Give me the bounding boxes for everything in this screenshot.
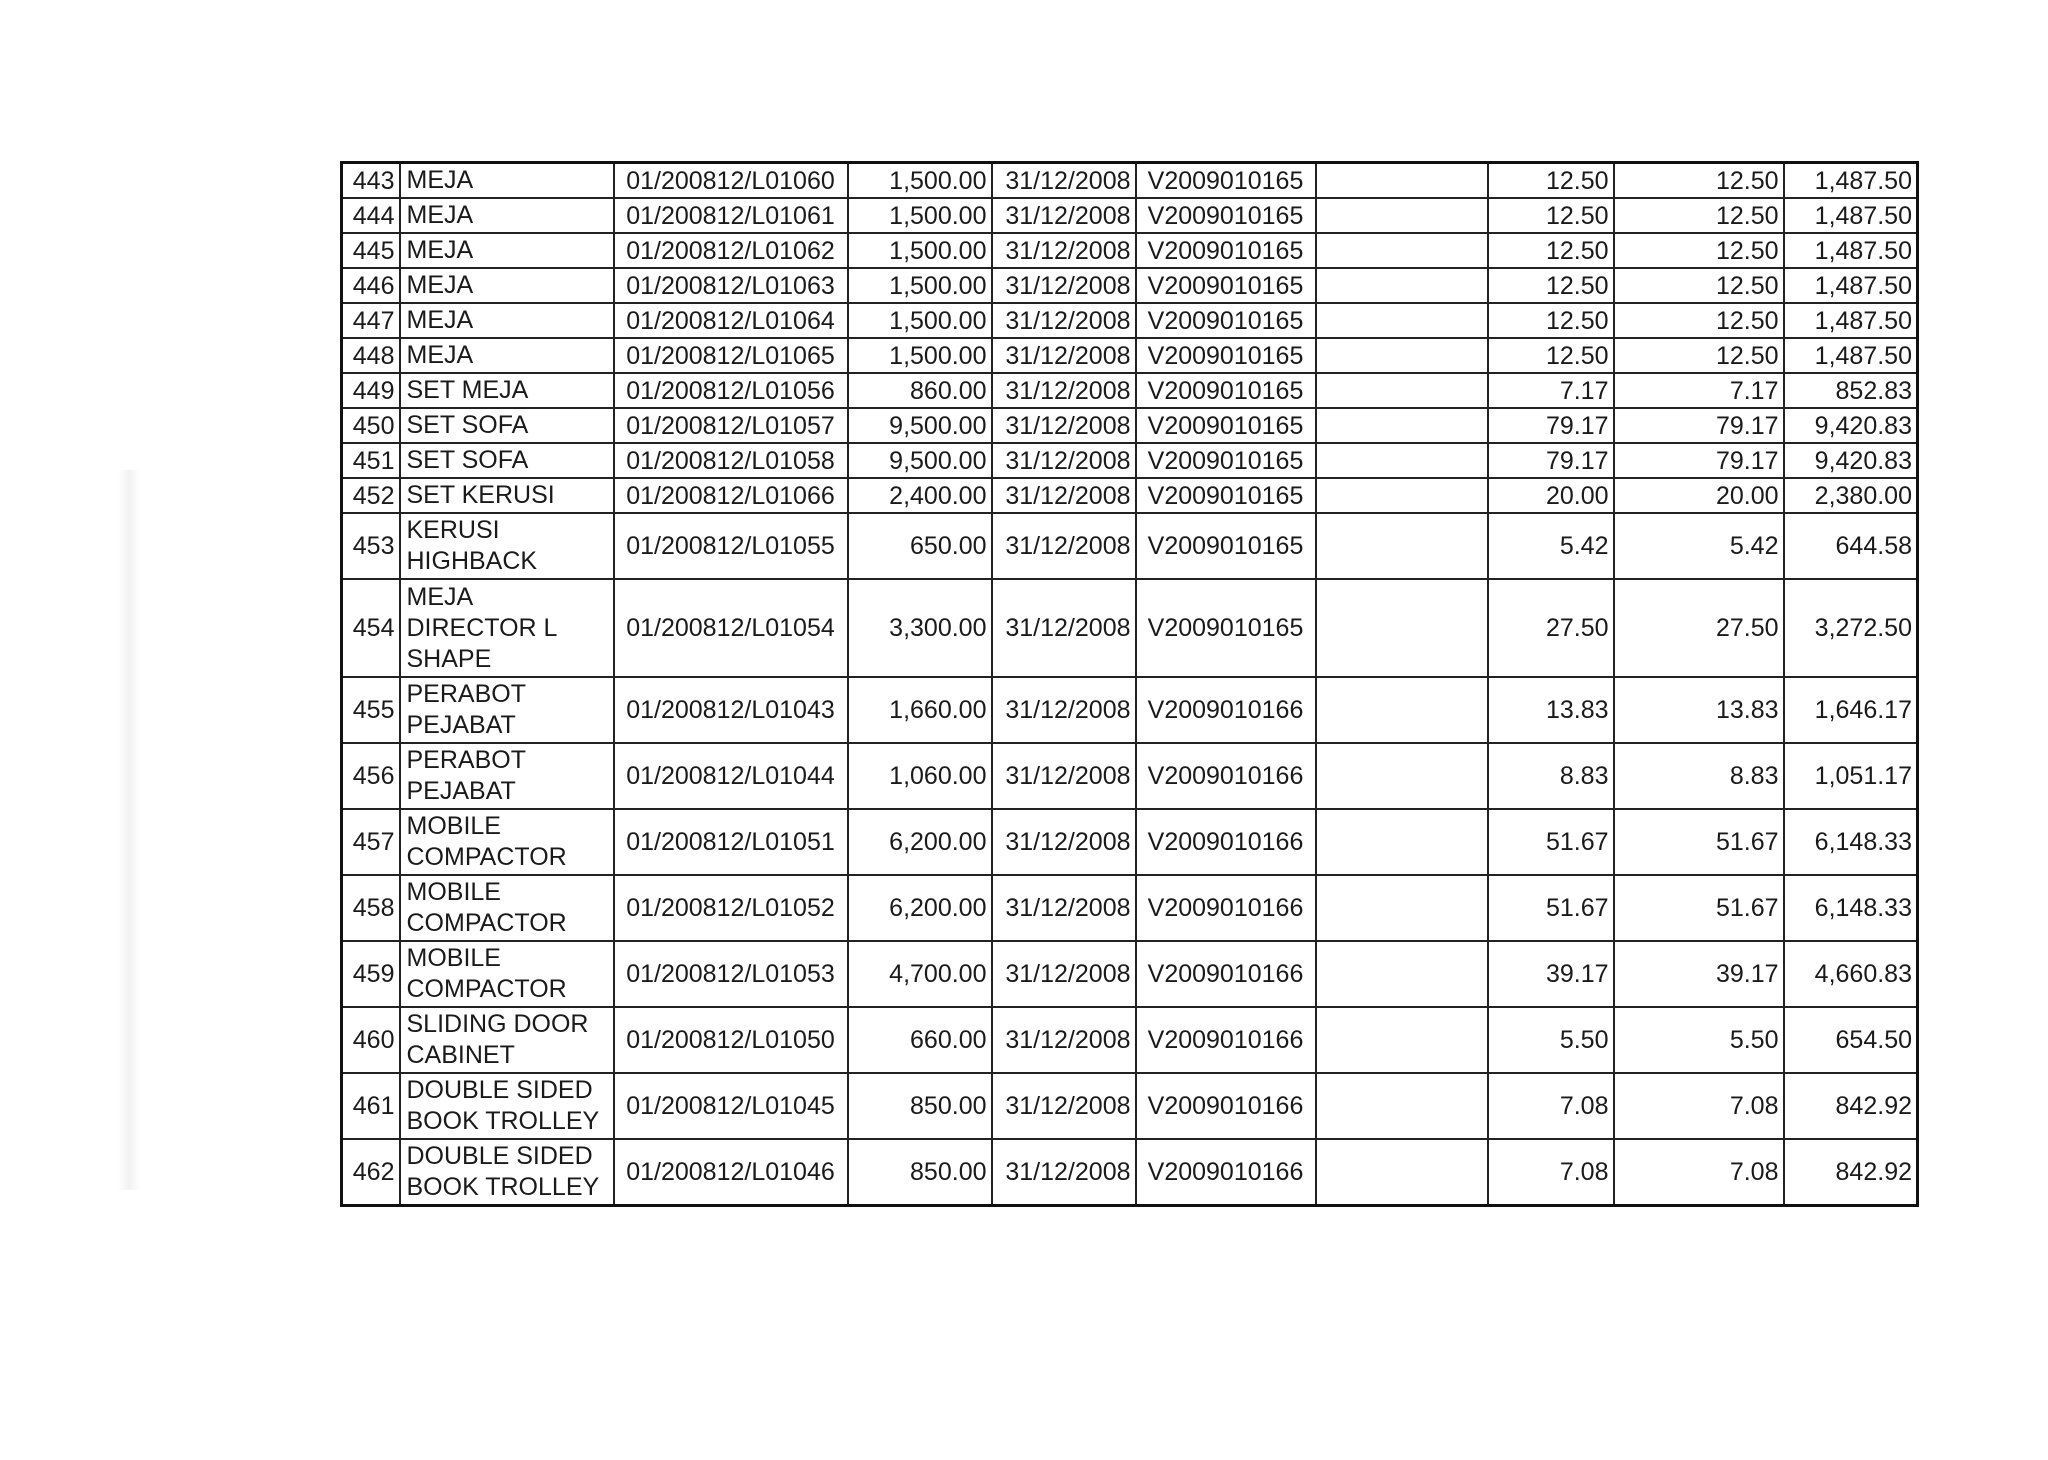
asset-description: SET SOFA <box>400 443 614 478</box>
table-row <box>342 478 1918 513</box>
row-number: 453 <box>342 513 400 579</box>
acquisition-date: 31/12/2008 <box>992 408 1136 443</box>
asset-description: SET MEJA <box>400 373 614 408</box>
row-number: 446 <box>342 268 400 303</box>
voucher-number: V2009010165 <box>1136 513 1316 579</box>
depreciation-accumulated: 51.67 <box>1614 809 1784 875</box>
net-book-value: 842.92 <box>1784 1139 1918 1206</box>
asset-cost: 1,500.00 <box>848 338 992 373</box>
asset-description: MOBILE COMPACTOR <box>400 875 614 941</box>
table-row <box>342 268 1918 303</box>
asset-cost: 9,500.00 <box>848 408 992 443</box>
depreciation-current: 12.50 <box>1488 268 1614 303</box>
asset-cost: 1,500.00 <box>848 233 992 268</box>
depreciation-current: 12.50 <box>1488 198 1614 233</box>
net-book-value: 9,420.83 <box>1784 443 1918 478</box>
asset-reference: 01/200812/L01046 <box>614 1139 848 1206</box>
asset-reference: 01/200812/L01044 <box>614 743 848 809</box>
asset-reference: 01/200812/L01052 <box>614 875 848 941</box>
depreciation-accumulated: 79.17 <box>1614 408 1784 443</box>
depreciation-accumulated: 79.17 <box>1614 443 1784 478</box>
depreciation-current: 13.83 <box>1488 677 1614 743</box>
asset-reference: 01/200812/L01045 <box>614 1073 848 1139</box>
voucher-number: V2009010165 <box>1136 373 1316 408</box>
asset-cost: 1,060.00 <box>848 743 992 809</box>
asset-reference: 01/200812/L01053 <box>614 941 848 1007</box>
asset-reference: 01/200812/L01055 <box>614 513 848 579</box>
acquisition-date: 31/12/2008 <box>992 1073 1136 1139</box>
table-row <box>342 513 1918 579</box>
row-number: 455 <box>342 677 400 743</box>
acquisition-date: 31/12/2008 <box>992 743 1136 809</box>
depreciation-accumulated: 51.67 <box>1614 875 1784 941</box>
acquisition-date: 31/12/2008 <box>992 163 1136 199</box>
row-number: 456 <box>342 743 400 809</box>
asset-description: MEJA <box>400 338 614 373</box>
net-book-value: 1,051.17 <box>1784 743 1918 809</box>
asset-reference: 01/200812/L01057 <box>614 408 848 443</box>
depreciation-accumulated: 39.17 <box>1614 941 1784 1007</box>
empty-cell <box>1316 303 1488 338</box>
empty-cell <box>1316 478 1488 513</box>
depreciation-current: 27.50 <box>1488 579 1614 677</box>
asset-description: SLIDING DOOR CABINET <box>400 1007 614 1073</box>
table-row <box>342 677 1918 743</box>
asset-cost: 9,500.00 <box>848 443 992 478</box>
depreciation-current: 79.17 <box>1488 408 1614 443</box>
empty-cell <box>1316 941 1488 1007</box>
voucher-number: V2009010166 <box>1136 1073 1316 1139</box>
depreciation-current: 5.50 <box>1488 1007 1614 1073</box>
asset-cost: 1,660.00 <box>848 677 992 743</box>
net-book-value: 1,487.50 <box>1784 163 1918 199</box>
row-number: 462 <box>342 1139 400 1206</box>
asset-reference: 01/200812/L01062 <box>614 233 848 268</box>
depreciation-accumulated: 12.50 <box>1614 233 1784 268</box>
acquisition-date: 31/12/2008 <box>992 233 1136 268</box>
depreciation-accumulated: 7.08 <box>1614 1139 1784 1206</box>
row-number: 447 <box>342 303 400 338</box>
table-row <box>342 338 1918 373</box>
acquisition-date: 31/12/2008 <box>992 303 1136 338</box>
asset-reference: 01/200812/L01050 <box>614 1007 848 1073</box>
table-row <box>342 1007 1918 1073</box>
empty-cell <box>1316 579 1488 677</box>
depreciation-current: 7.08 <box>1488 1139 1614 1206</box>
depreciation-accumulated: 12.50 <box>1614 163 1784 199</box>
asset-description: MEJA DIRECTOR L SHAPE <box>400 579 614 677</box>
asset-description: SET KERUSI <box>400 478 614 513</box>
empty-cell <box>1316 809 1488 875</box>
asset-description: PERABOT PEJABAT <box>400 743 614 809</box>
depreciation-accumulated: 7.08 <box>1614 1073 1784 1139</box>
empty-cell <box>1316 408 1488 443</box>
voucher-number: V2009010166 <box>1136 809 1316 875</box>
asset-description: MEJA <box>400 163 614 199</box>
voucher-number: V2009010165 <box>1136 478 1316 513</box>
empty-cell <box>1316 677 1488 743</box>
row-number: 443 <box>342 163 400 199</box>
depreciation-current: 5.42 <box>1488 513 1614 579</box>
voucher-number: V2009010165 <box>1136 408 1316 443</box>
row-number: 450 <box>342 408 400 443</box>
net-book-value: 644.58 <box>1784 513 1918 579</box>
empty-cell <box>1316 875 1488 941</box>
row-number: 461 <box>342 1073 400 1139</box>
depreciation-current: 12.50 <box>1488 338 1614 373</box>
acquisition-date: 31/12/2008 <box>992 941 1136 1007</box>
depreciation-accumulated: 8.83 <box>1614 743 1784 809</box>
acquisition-date: 31/12/2008 <box>992 809 1136 875</box>
table-row <box>342 408 1918 443</box>
row-number: 452 <box>342 478 400 513</box>
asset-description: SET SOFA <box>400 408 614 443</box>
acquisition-date: 31/12/2008 <box>992 198 1136 233</box>
depreciation-current: 20.00 <box>1488 478 1614 513</box>
row-number: 459 <box>342 941 400 1007</box>
row-number: 444 <box>342 198 400 233</box>
voucher-number: V2009010165 <box>1136 233 1316 268</box>
depreciation-accumulated: 27.50 <box>1614 579 1784 677</box>
asset-reference: 01/200812/L01065 <box>614 338 848 373</box>
depreciation-current: 8.83 <box>1488 743 1614 809</box>
depreciation-current: 7.08 <box>1488 1073 1614 1139</box>
asset-reference: 01/200812/L01058 <box>614 443 848 478</box>
empty-cell <box>1316 513 1488 579</box>
table-row <box>342 303 1918 338</box>
row-number: 445 <box>342 233 400 268</box>
asset-cost: 2,400.00 <box>848 478 992 513</box>
depreciation-accumulated: 20.00 <box>1614 478 1784 513</box>
acquisition-date: 31/12/2008 <box>992 338 1136 373</box>
empty-cell <box>1316 1007 1488 1073</box>
depreciation-current: 39.17 <box>1488 941 1614 1007</box>
asset-cost: 6,200.00 <box>848 875 992 941</box>
empty-cell <box>1316 743 1488 809</box>
voucher-number: V2009010166 <box>1136 743 1316 809</box>
voucher-number: V2009010166 <box>1136 677 1316 743</box>
asset-cost: 1,500.00 <box>848 163 992 199</box>
table-row <box>342 809 1918 875</box>
asset-description: MEJA <box>400 233 614 268</box>
net-book-value: 842.92 <box>1784 1073 1918 1139</box>
voucher-number: V2009010166 <box>1136 875 1316 941</box>
asset-cost: 660.00 <box>848 1007 992 1073</box>
row-number: 448 <box>342 338 400 373</box>
table-row <box>342 1073 1918 1139</box>
asset-cost: 850.00 <box>848 1139 992 1206</box>
asset-cost: 1,500.00 <box>848 198 992 233</box>
asset-description: DOUBLE SIDED BOOK TROLLEY <box>400 1073 614 1139</box>
asset-description: PERABOT PEJABAT <box>400 677 614 743</box>
acquisition-date: 31/12/2008 <box>992 875 1136 941</box>
asset-reference: 01/200812/L01064 <box>614 303 848 338</box>
depreciation-current: 7.17 <box>1488 373 1614 408</box>
net-book-value: 6,148.33 <box>1784 809 1918 875</box>
asset-reference: 01/200812/L01056 <box>614 373 848 408</box>
net-book-value: 6,148.33 <box>1784 875 1918 941</box>
asset-description: MOBILE COMPACTOR <box>400 809 614 875</box>
voucher-number: V2009010166 <box>1136 941 1316 1007</box>
table-row <box>342 743 1918 809</box>
asset-cost: 1,500.00 <box>848 303 992 338</box>
row-number: 449 <box>342 373 400 408</box>
asset-cost: 650.00 <box>848 513 992 579</box>
empty-cell <box>1316 1139 1488 1206</box>
row-number: 457 <box>342 809 400 875</box>
empty-cell <box>1316 338 1488 373</box>
asset-description: MEJA <box>400 198 614 233</box>
net-book-value: 654.50 <box>1784 1007 1918 1073</box>
empty-cell <box>1316 163 1488 199</box>
voucher-number: V2009010165 <box>1136 303 1316 338</box>
asset-reference: 01/200812/L01051 <box>614 809 848 875</box>
voucher-number: V2009010165 <box>1136 268 1316 303</box>
acquisition-date: 31/12/2008 <box>992 579 1136 677</box>
net-book-value: 4,660.83 <box>1784 941 1918 1007</box>
table-row <box>342 373 1918 408</box>
row-number: 454 <box>342 579 400 677</box>
asset-description: KERUSI HIGHBACK <box>400 513 614 579</box>
asset-ledger-table <box>340 161 1919 1207</box>
acquisition-date: 31/12/2008 <box>992 443 1136 478</box>
empty-cell <box>1316 1073 1488 1139</box>
ledger-body <box>342 163 1918 1206</box>
asset-cost: 850.00 <box>848 1073 992 1139</box>
depreciation-current: 12.50 <box>1488 233 1614 268</box>
asset-description: MEJA <box>400 303 614 338</box>
asset-reference: 01/200812/L01054 <box>614 579 848 677</box>
voucher-number: V2009010165 <box>1136 198 1316 233</box>
asset-description: MOBILE COMPACTOR <box>400 941 614 1007</box>
depreciation-current: 12.50 <box>1488 163 1614 199</box>
asset-reference: 01/200812/L01043 <box>614 677 848 743</box>
depreciation-accumulated: 7.17 <box>1614 373 1784 408</box>
net-book-value: 9,420.83 <box>1784 408 1918 443</box>
net-book-value: 852.83 <box>1784 373 1918 408</box>
empty-cell <box>1316 198 1488 233</box>
depreciation-current: 51.67 <box>1488 809 1614 875</box>
depreciation-accumulated: 12.50 <box>1614 303 1784 338</box>
depreciation-accumulated: 5.42 <box>1614 513 1784 579</box>
empty-cell <box>1316 373 1488 408</box>
table-row <box>342 941 1918 1007</box>
asset-reference: 01/200812/L01066 <box>614 478 848 513</box>
acquisition-date: 31/12/2008 <box>992 1007 1136 1073</box>
asset-reference: 01/200812/L01061 <box>614 198 848 233</box>
empty-cell <box>1316 443 1488 478</box>
row-number: 458 <box>342 875 400 941</box>
depreciation-accumulated: 13.83 <box>1614 677 1784 743</box>
table-row <box>342 233 1918 268</box>
table-row <box>342 1139 1918 1206</box>
table-row <box>342 163 1918 199</box>
net-book-value: 2,380.00 <box>1784 478 1918 513</box>
acquisition-date: 31/12/2008 <box>992 1139 1136 1206</box>
scan-shadow <box>118 470 140 1190</box>
voucher-number: V2009010165 <box>1136 443 1316 478</box>
asset-cost: 860.00 <box>848 373 992 408</box>
acquisition-date: 31/12/2008 <box>992 513 1136 579</box>
table-row <box>342 579 1918 677</box>
asset-cost: 1,500.00 <box>848 268 992 303</box>
asset-description: DOUBLE SIDED BOOK TROLLEY <box>400 1139 614 1206</box>
voucher-number: V2009010165 <box>1136 338 1316 373</box>
net-book-value: 3,272.50 <box>1784 579 1918 677</box>
depreciation-current: 79.17 <box>1488 443 1614 478</box>
table-row <box>342 198 1918 233</box>
depreciation-accumulated: 5.50 <box>1614 1007 1784 1073</box>
net-book-value: 1,646.17 <box>1784 677 1918 743</box>
table-row <box>342 875 1918 941</box>
row-number: 451 <box>342 443 400 478</box>
net-book-value: 1,487.50 <box>1784 233 1918 268</box>
acquisition-date: 31/12/2008 <box>992 478 1136 513</box>
depreciation-accumulated: 12.50 <box>1614 338 1784 373</box>
acquisition-date: 31/12/2008 <box>992 268 1136 303</box>
empty-cell <box>1316 268 1488 303</box>
asset-reference: 01/200812/L01063 <box>614 268 848 303</box>
voucher-number: V2009010165 <box>1136 163 1316 199</box>
net-book-value: 1,487.50 <box>1784 268 1918 303</box>
voucher-number: V2009010165 <box>1136 579 1316 677</box>
depreciation-current: 12.50 <box>1488 303 1614 338</box>
net-book-value: 1,487.50 <box>1784 338 1918 373</box>
asset-cost: 4,700.00 <box>848 941 992 1007</box>
row-number: 460 <box>342 1007 400 1073</box>
net-book-value: 1,487.50 <box>1784 303 1918 338</box>
asset-description: MEJA <box>400 268 614 303</box>
asset-reference: 01/200812/L01060 <box>614 163 848 199</box>
acquisition-date: 31/12/2008 <box>992 373 1136 408</box>
net-book-value: 1,487.50 <box>1784 198 1918 233</box>
asset-cost: 6,200.00 <box>848 809 992 875</box>
depreciation-accumulated: 12.50 <box>1614 198 1784 233</box>
empty-cell <box>1316 233 1488 268</box>
depreciation-current: 51.67 <box>1488 875 1614 941</box>
asset-cost: 3,300.00 <box>848 579 992 677</box>
voucher-number: V2009010166 <box>1136 1139 1316 1206</box>
voucher-number: V2009010166 <box>1136 1007 1316 1073</box>
table-row <box>342 443 1918 478</box>
acquisition-date: 31/12/2008 <box>992 677 1136 743</box>
depreciation-accumulated: 12.50 <box>1614 268 1784 303</box>
